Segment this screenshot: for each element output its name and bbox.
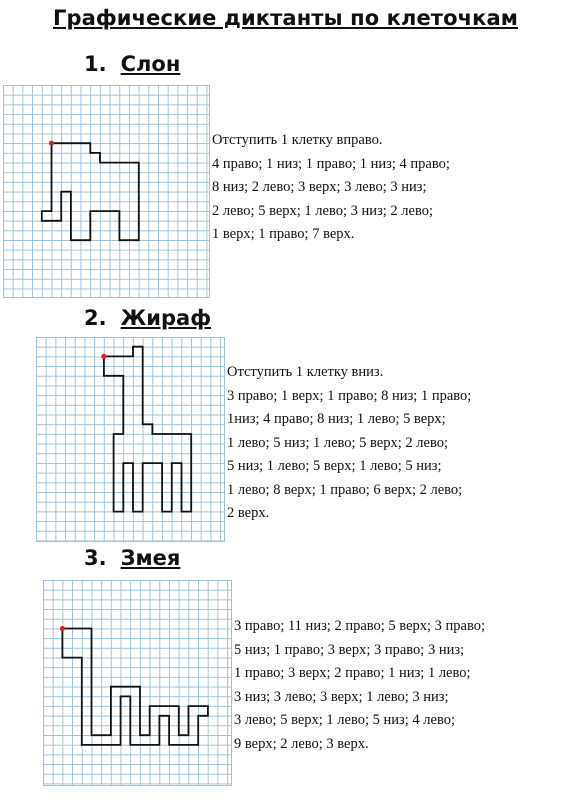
- section-heading-elephant: [84, 52, 180, 76]
- instruction-line: 9 верх; 2 лево; 3 верх.: [234, 735, 369, 752]
- instruction-line: Отступить 1 клетку вниз.: [227, 364, 384, 380]
- section-name: Жираф: [120, 306, 212, 330]
- instruction-line: 1 лево; 8 верх; 1 право; 6 верх; 2 лево;: [227, 481, 463, 498]
- instructions-giraffe: [227, 361, 471, 526]
- drawing-giraffe: [36, 337, 224, 541]
- grid-giraffe: [36, 337, 225, 542]
- instruction-line: 1 право; 3 верх; 2 право; 1 низ; 1 лево;: [234, 665, 471, 681]
- section-heading-snake: [84, 546, 180, 570]
- instruction-line: 1низ; 4 право; 8 низ; 1 лево; 5 верх;: [227, 411, 446, 427]
- start-point-dot: [60, 626, 65, 631]
- section-name: Слон: [120, 52, 181, 76]
- section-heading-giraffe: [84, 306, 211, 330]
- section-name: Змея: [120, 546, 181, 570]
- instruction-line: 3 низ; 3 лево; 3 верх; 1 лево; 3 низ;: [234, 688, 449, 705]
- grid-snake: [43, 580, 232, 786]
- instruction-line: 5 низ; 1 право; 3 верх; 3 право; 3 низ;: [234, 641, 465, 658]
- instruction-line: 1 лево; 5 низ; 1 лево; 5 верх; 2 лево;: [227, 434, 448, 451]
- instructions-elephant: [212, 129, 450, 247]
- section-number: 3.: [84, 546, 107, 570]
- drawing-elephant: [3, 85, 209, 297]
- start-point-dot: [49, 141, 54, 146]
- instruction-line: 4 право; 1 низ; 1 право; 1 низ; 4 право;: [212, 155, 450, 172]
- figure-outline: [62, 629, 208, 745]
- instructions-snake: [234, 615, 485, 756]
- instruction-line: 8 низ; 2 лево; 3 верх; 3 лево; 3 низ;: [212, 179, 427, 195]
- instruction-line: Отступить 1 клетку вправо.: [212, 132, 383, 148]
- instruction-line: 3 лево; 5 верх; 1 лево; 5 низ; 4 лево;: [234, 712, 455, 728]
- section-number: 2.: [84, 306, 107, 330]
- drawing-snake: [43, 580, 231, 785]
- figure-outline: [104, 347, 191, 512]
- instruction-line: 1 верх; 1 право; 7 верх.: [212, 226, 355, 242]
- start-point-dot: [101, 354, 106, 359]
- instruction-line: 3 право; 1 верх; 1 право; 8 низ; 1 право;: [227, 387, 472, 404]
- grid-elephant: [3, 85, 210, 298]
- instruction-line: 3 право; 11 низ; 2 право; 5 верх; 3 право;: [234, 618, 486, 634]
- instruction-line: 2 верх.: [227, 505, 270, 521]
- section-number: 1.: [84, 52, 107, 76]
- instruction-line: 2 лево; 5 верх; 1 лево; 3 низ; 2 лево;: [212, 202, 433, 219]
- instruction-line: 5 низ; 1 лево; 5 верх; 1 лево; 5 низ;: [227, 458, 442, 474]
- page-title: Графические диктанты по клеточкам: [52, 6, 519, 30]
- figure-outline: [42, 143, 139, 240]
